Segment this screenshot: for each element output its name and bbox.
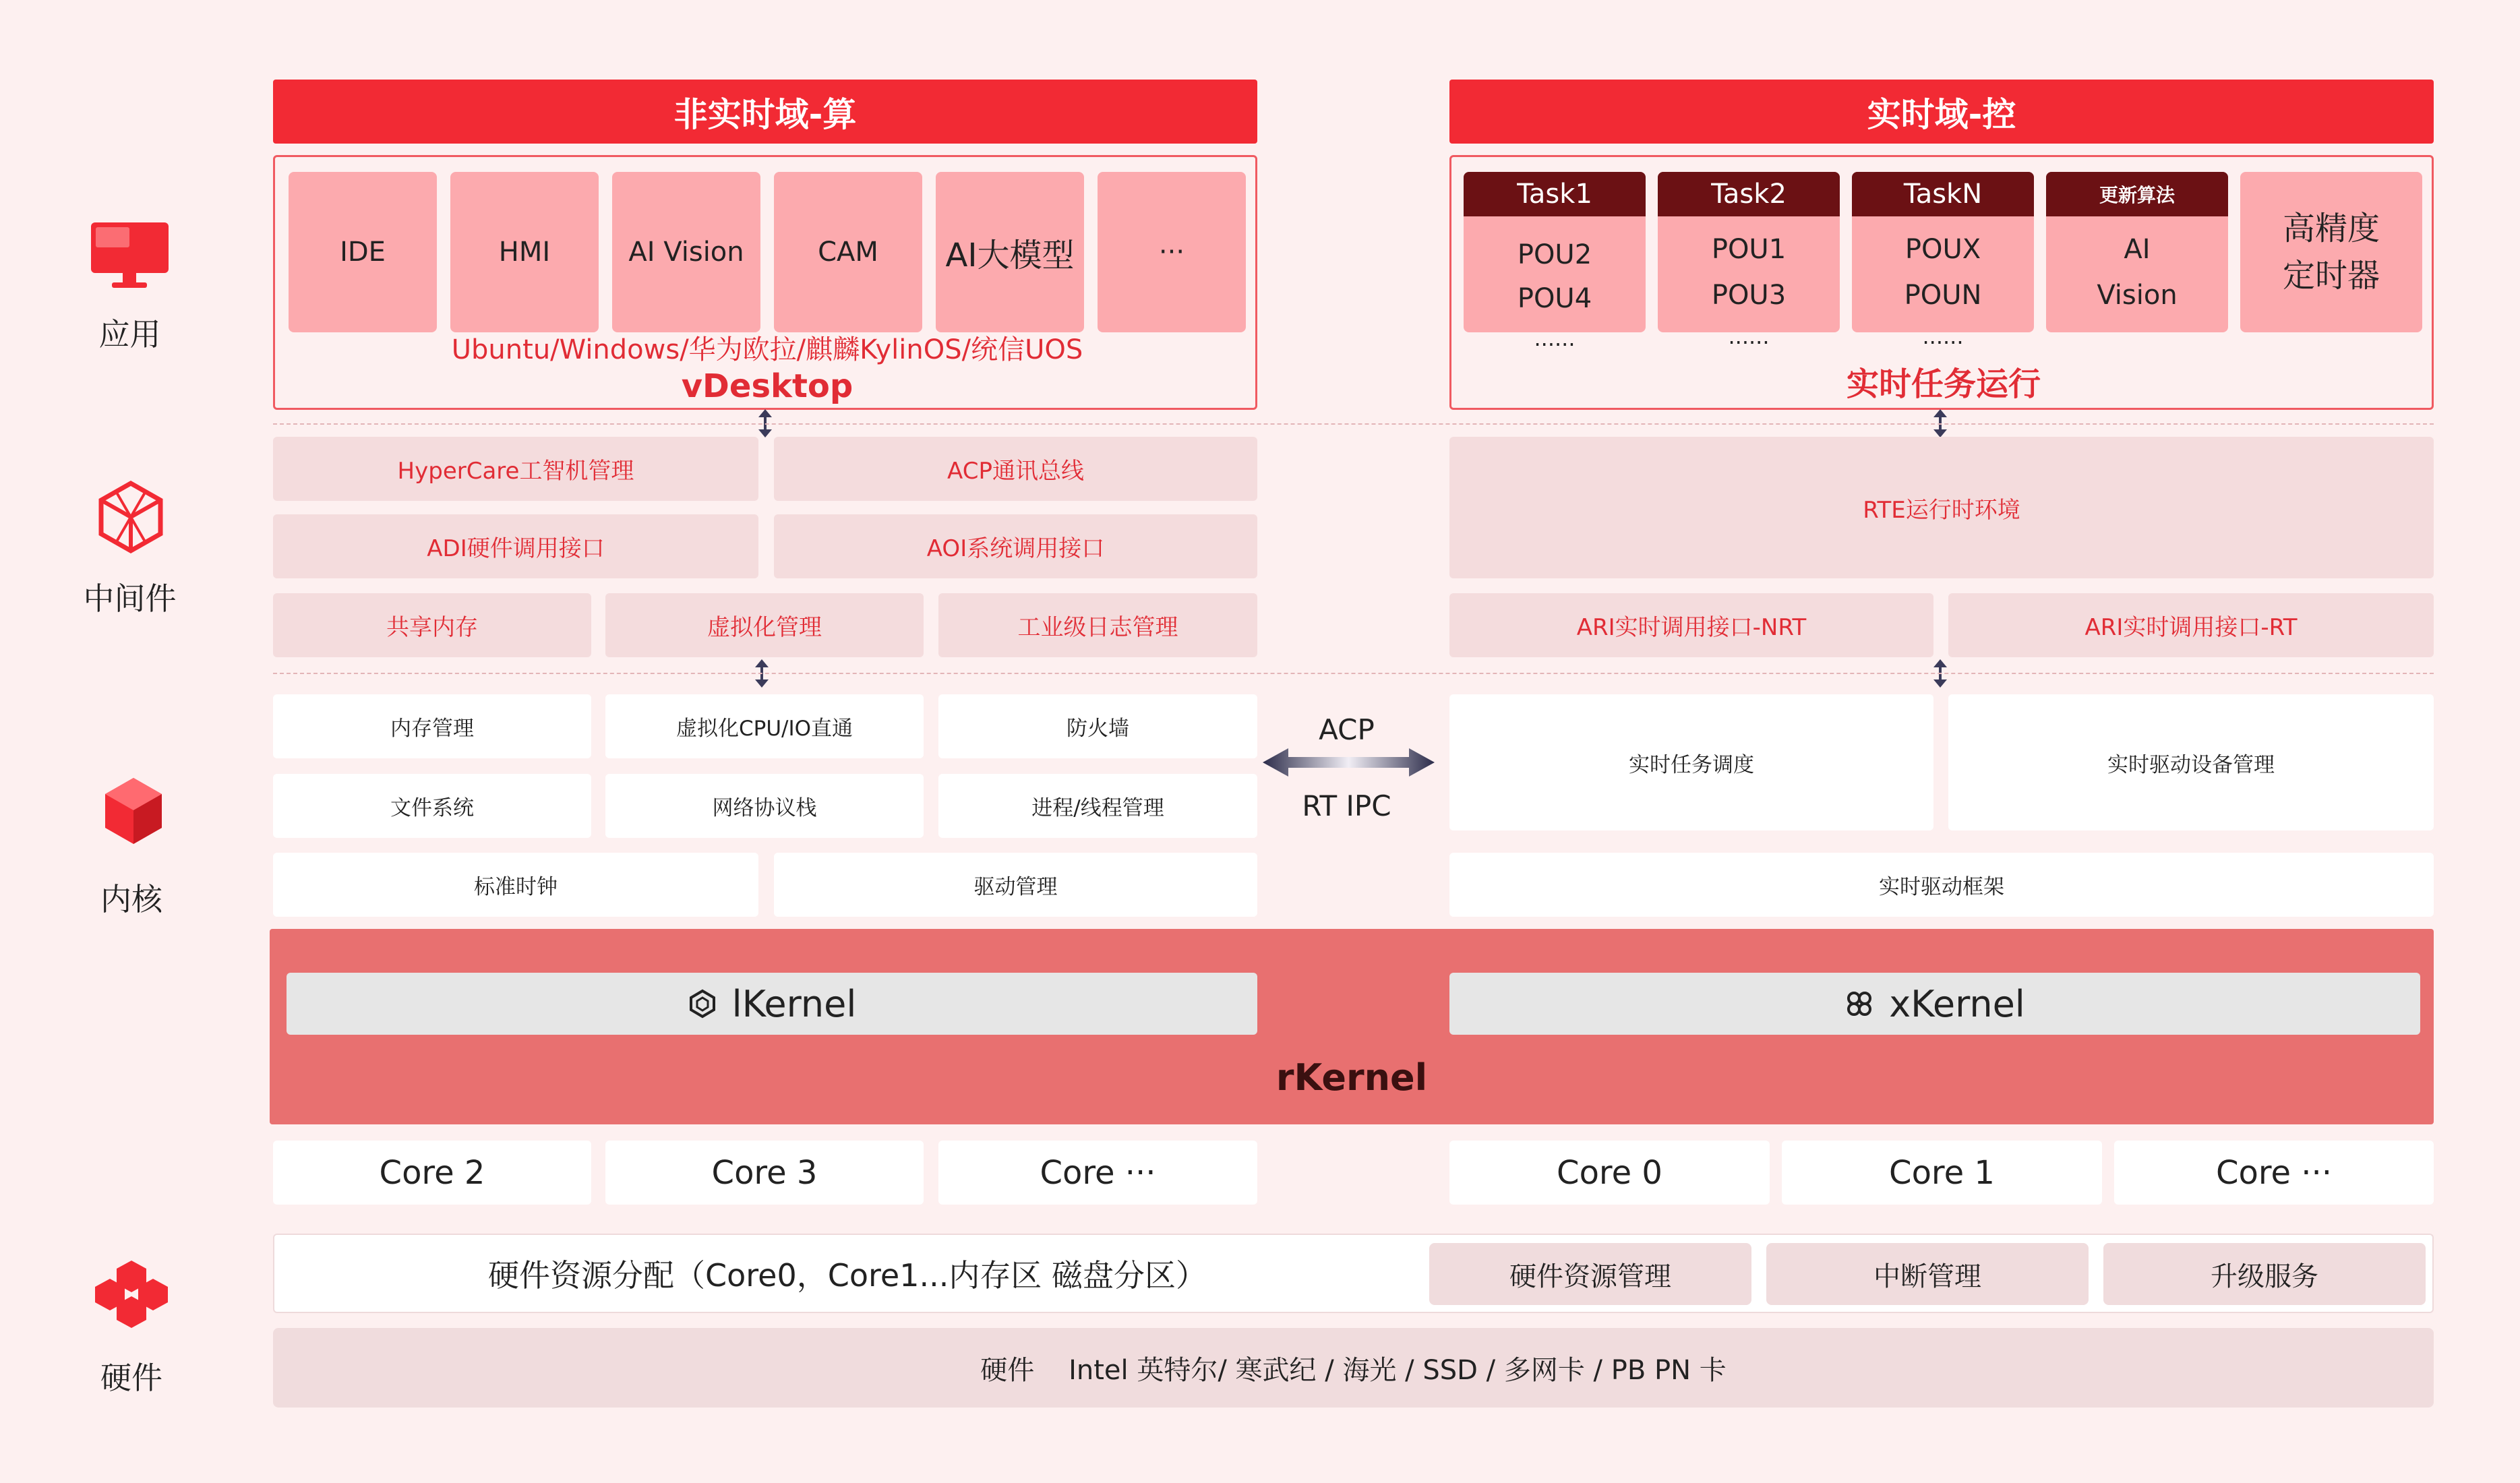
hypercare-mgmt: HyperCare工智机管理: [273, 437, 758, 501]
core-3: Core 3: [605, 1141, 924, 1205]
task2-card: [1658, 172, 1840, 332]
kernel-virt-cpu-io: 虚拟化CPU/IO直通: [605, 694, 924, 758]
realtime-run-label: 实时任务运行: [1846, 365, 2041, 403]
shared-memory: 共享内存: [273, 593, 591, 657]
double-arrow-icon: [1263, 747, 1435, 778]
taskn-head: TaskN: [1852, 172, 2034, 216]
rkernel-title: rKernel: [1276, 1056, 1428, 1099]
cubes-cluster-icon: [90, 1257, 174, 1331]
lkernel-box: [287, 973, 1257, 1035]
monitor-icon: [88, 219, 172, 293]
non-realtime-domain-header: 非实时域-算: [273, 80, 1257, 144]
acp-bus: ACP通讯总线: [774, 437, 1257, 501]
core-2: Core 2: [273, 1141, 591, 1205]
lkernel-icon: [688, 989, 717, 1019]
kernel-std-clock: 标准时钟: [273, 853, 758, 917]
app-more: ···: [1098, 172, 1246, 332]
app-cam: CAM: [774, 172, 922, 332]
task1-pou-b: POU4: [1517, 283, 1592, 314]
taskn-card: [1852, 172, 2034, 332]
kernel-network-stack: 网络协议栈: [605, 774, 924, 838]
aoi-interface: AOI系统调用接口: [774, 514, 1257, 578]
layer-label-middleware: 中间件: [83, 580, 177, 617]
timer-line-1: 高精度: [2282, 210, 2380, 247]
hw-upgrade-service: 升级服务: [2103, 1243, 2426, 1305]
rt-driver-device-mgmt: 实时驱动设备管理: [1948, 694, 2434, 830]
update-algorithm-card: [2046, 172, 2228, 332]
high-precision-timer: [2240, 172, 2422, 332]
task2-more: ······: [1728, 330, 1770, 355]
update-algorithm-head: 更新算法: [2046, 172, 2228, 216]
kernel-process-thread: 进程/线程管理: [938, 774, 1257, 838]
layer-label-app: 应用: [98, 315, 161, 353]
non-realtime-app-frame: [273, 155, 1257, 410]
layer-label-kernel: 内核: [100, 880, 162, 917]
app-ide: IDE: [289, 172, 437, 332]
realtime-domain-header: 实时域-控: [1449, 80, 2434, 144]
task1-card: [1464, 172, 1646, 332]
link-acp-label: ACP: [1319, 713, 1375, 746]
core-more-right: Core ···: [2114, 1141, 2434, 1205]
rt-driver-framework: 实时驱动框架: [1449, 853, 2434, 917]
kernel-memory-mgmt: 内存管理: [273, 694, 591, 758]
app-hmi: HMI: [450, 172, 599, 332]
kernel-driver-mgmt: 驱动管理: [774, 853, 1257, 917]
divider: [273, 673, 2434, 674]
core-0: Core 0: [1449, 1141, 1770, 1205]
link-rtipc-label: RT IPC: [1302, 789, 1391, 822]
divider: [273, 423, 2434, 425]
realtime-app-frame: [1449, 155, 2434, 410]
hw-interrupt-mgmt: 中断管理: [1766, 1243, 2089, 1305]
core-more-left: Core ···: [938, 1141, 1257, 1205]
hw-resource-mgmt: 硬件资源管理: [1429, 1243, 1751, 1305]
kernel-firewall: 防火墙: [938, 694, 1257, 758]
rkernel-band: [270, 929, 2434, 1124]
os-list: Ubuntu/Windows/华为欧拉/麒麟KylinOS/统信UOS: [451, 334, 1083, 365]
xkernel-icon: [1844, 989, 1874, 1019]
cube-solid-icon: [100, 774, 167, 849]
task2-pou-b: POU3: [1711, 280, 1787, 311]
hw-allocation-text: 硬件资源分配（Core0，Core1...内存区 磁盘分区）: [488, 1257, 1207, 1294]
cube-outline-icon: [96, 480, 165, 554]
taskn-pou-a: POUX: [1904, 234, 1981, 265]
industrial-log-mgmt: 工业级日志管理: [938, 593, 1257, 657]
task2-pou-a: POU1: [1711, 234, 1787, 265]
task2-head: Task2: [1658, 172, 1840, 216]
xkernel-label: xKernel: [1889, 982, 2025, 1025]
app-ai-large-model: AI大模型: [936, 172, 1084, 332]
vdesktop-label: vDesktop: [681, 367, 853, 405]
task1-pou-a: POU2: [1517, 239, 1592, 270]
taskn-more: ······: [1922, 330, 1964, 355]
virtualization-mgmt: 虚拟化管理: [605, 593, 924, 657]
update-algorithm-line-a: AI: [2124, 234, 2151, 265]
task1-head: Task1: [1464, 172, 1646, 216]
app-ai-vision: AI Vision: [612, 172, 760, 332]
core-1: Core 1: [1782, 1141, 2102, 1205]
layer-label-hardware: 硬件: [100, 1359, 162, 1396]
xkernel-box: [1449, 973, 2420, 1035]
task1-more: ······: [1534, 332, 1576, 357]
rt-task-scheduling: 实时任务调度: [1449, 694, 1933, 830]
taskn-pou-b: POUN: [1904, 280, 1982, 311]
ari-nrt: ARI实时调用接口-NRT: [1449, 593, 1933, 657]
update-algorithm-line-b: Vision: [2097, 280, 2178, 311]
timer-line-2: 定时器: [2282, 257, 2380, 295]
hardware-vendors-bar: 硬件 Intel 英特尔/ 寒武纪 / 海光 / SSD / 多网卡 / PB PN 卡: [273, 1328, 2434, 1408]
kernel-file-system: 文件系统: [273, 774, 591, 838]
lkernel-label: lKernel: [731, 982, 857, 1025]
adi-interface: ADI硬件调用接口: [273, 514, 758, 578]
rte-runtime: RTE运行时环境: [1449, 437, 2434, 578]
hw-allocation-bar: [273, 1234, 2434, 1313]
ari-rt: ARI实时调用接口-RT: [1948, 593, 2434, 657]
